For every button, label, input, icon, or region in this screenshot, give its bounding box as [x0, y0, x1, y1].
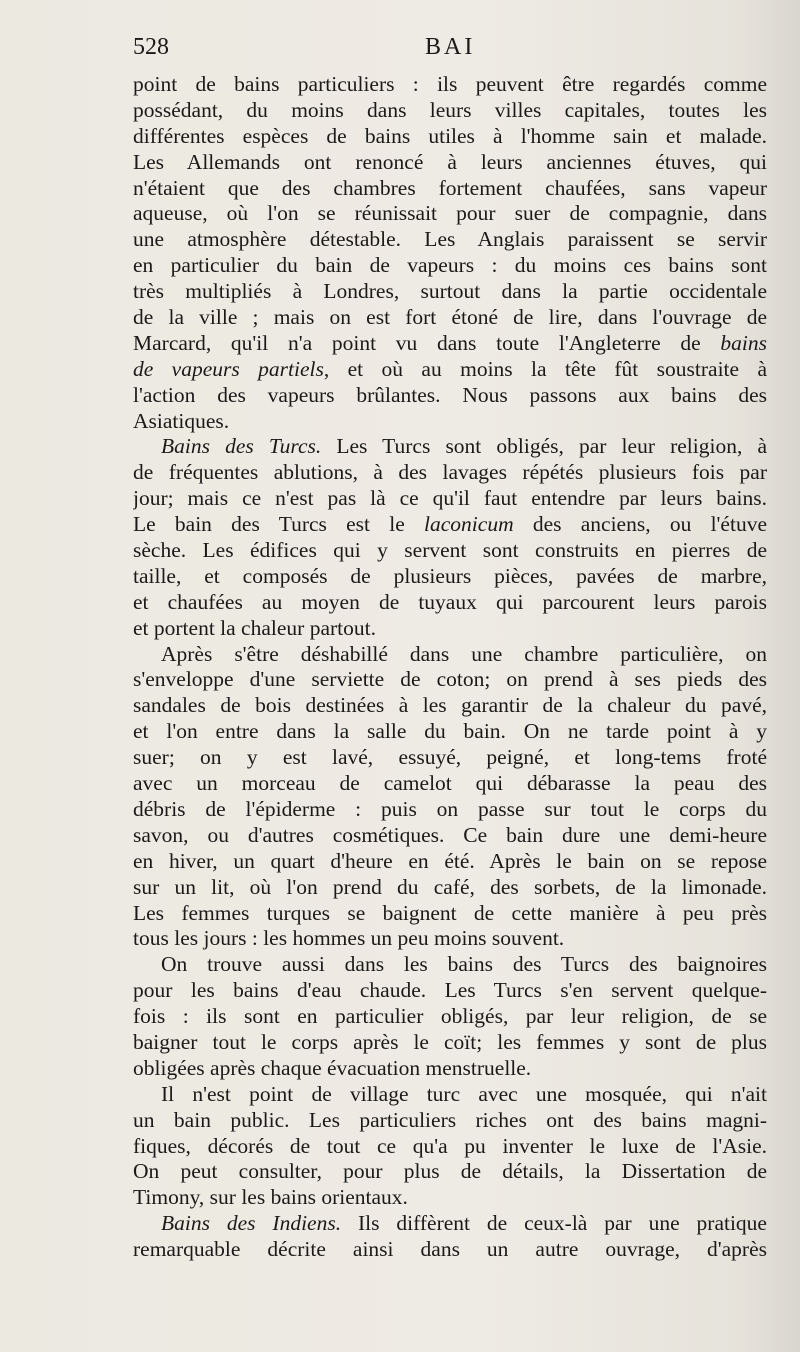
line-text: obligées après chaque évacuation menstruelle.: [133, 1055, 532, 1080]
text-line: [133, 512, 767, 538]
line-text: Il n'est point de village turc avec une mosquée, qui n'ait: [161, 1081, 767, 1106]
line-text: On peut consulter, pour plus de détails, la Dissertation de: [133, 1159, 767, 1184]
line-text: et l'on entre dans la salle du bain. On ne tarde point à y: [133, 719, 767, 744]
text-line: [133, 409, 767, 435]
line-text: taille, et composés de plusieurs pièces, pavées de marbre,: [133, 563, 767, 588]
text-line: [133, 1108, 767, 1134]
line-text: Le bain des Turcs est le: [133, 512, 425, 537]
line-text: Timony, sur les bains orientaux.: [133, 1185, 408, 1210]
text-line: [133, 98, 767, 124]
line-text: jour; mais ce n'est pas là ce qu'il faut entendre par leurs bains.: [133, 486, 767, 511]
text-line: [133, 797, 767, 823]
text-line: [133, 901, 767, 927]
line-text: sandales de bois destinées à les garantir de la chaleur du pavé,: [133, 693, 767, 718]
line-text: en hiver, un quart d'heure en été. Après le bain on se repose: [133, 848, 767, 873]
text-line: [133, 1030, 767, 1056]
line-text: sèche. Les édifices qui y servent sont construits en pierres de: [133, 538, 767, 563]
line-text: des anciens, ou l'étuve: [513, 512, 767, 537]
text-line: [133, 253, 767, 279]
line-text: remarquable décrite ainsi dans un autre ouvrage, d'après: [133, 1237, 767, 1262]
text-line: [133, 72, 767, 98]
text-line: [133, 383, 767, 409]
line-text: différentes espèces de bains utiles à l'homme sain et malade.: [133, 123, 767, 148]
text-line: [133, 1134, 767, 1160]
line-text: Ils diffèrent de ceux-là par une pratique: [341, 1211, 767, 1236]
text-line: [133, 305, 767, 331]
text-line: [133, 875, 767, 901]
line-text: , et où au moins la tête fût soustraite à: [323, 356, 767, 381]
text-line: [133, 771, 767, 797]
line-text: en particulier du bain de vapeurs : du moins ces bains sont: [133, 253, 767, 278]
page-number: 528: [133, 34, 169, 60]
line-text: Après s'être déshabillé dans une chambre particulière, on: [161, 641, 767, 666]
line-text: et portent la chaleur partout.: [133, 615, 376, 640]
line-text: tous les jours : les hommes un peu moins souvent.: [133, 926, 565, 951]
text-line: [133, 1159, 767, 1185]
text-line: [133, 434, 767, 460]
line-text: débris de l'épiderme : puis on passe sur tout le corps du: [133, 796, 767, 821]
italic-text: Bains des Turcs.: [161, 434, 322, 459]
text-column: [133, 72, 767, 1263]
text-line: [133, 486, 767, 512]
text-line: [133, 564, 767, 590]
text-line: [133, 1004, 767, 1030]
line-text: point de bains particuliers : ils peuvent être regardés comme: [133, 72, 767, 96]
text-line: [133, 1211, 767, 1237]
text-line: [133, 1237, 767, 1263]
text-line: [133, 616, 767, 642]
line-text: et chaufées au moyen de tuyaux qui parcourent leurs parois: [133, 589, 767, 614]
italic-text: bains: [720, 330, 767, 355]
text-line: [133, 952, 767, 978]
page-header: [133, 34, 773, 64]
line-text: pour les bains d'eau chaude. Les Turcs s'en servent quelque-: [133, 978, 767, 1003]
text-line: [133, 176, 767, 202]
text-line: [133, 978, 767, 1004]
text-line: [133, 719, 767, 745]
line-text: fiques, décorés de tout ce qu'a pu inventer le luxe de l'Asie.: [133, 1133, 767, 1158]
text-line: [133, 1185, 767, 1211]
line-text: avec un morceau de camelot qui débarasse la peau des: [133, 771, 767, 796]
line-text: de la ville ; mais on est fort étoné de lire, dans l'ouvrage de: [133, 305, 767, 330]
line-text: de fréquentes ablutions, à des lavages répétés plusieurs fois par: [133, 460, 767, 485]
line-text: Les Turcs sont obligés, par leur religion, à: [321, 434, 767, 459]
text-line: [133, 1082, 767, 1108]
italic-text: laconicum: [424, 512, 514, 537]
line-text: savon, ou d'autres cosmétiques. Ce bain dure une demi-heure: [133, 822, 767, 847]
text-line: [133, 745, 767, 771]
line-text: fois : ils sont en particulier obligés, par leur religion, de se: [133, 1004, 767, 1029]
text-line: [133, 823, 767, 849]
text-line: [133, 331, 767, 357]
line-text: possédant, du moins dans leurs villes capitales, toutes les: [133, 97, 767, 122]
line-text: très multipliés à Londres, surtout dans la partie occidentale: [133, 279, 767, 304]
line-text: s'enveloppe d'une serviette de coton; on prend à ses pieds des: [133, 667, 767, 692]
line-text: un bain public. Les particuliers riches ont des bains magni-: [133, 1107, 767, 1132]
line-text: l'action des vapeurs brûlantes. Nous passons aux bains des: [133, 382, 767, 407]
italic-text: de vapeurs partiels: [133, 356, 324, 381]
text-line: [133, 460, 767, 486]
line-text: On trouve aussi dans les bains des Turcs des baignoires: [161, 952, 767, 977]
running-head: BAI: [425, 34, 476, 60]
italic-text: Bains des Indiens.: [161, 1211, 342, 1236]
line-text: Les femmes turques se baignent de cette manière à peu près: [133, 900, 767, 925]
text-line: [133, 124, 767, 150]
line-text: une atmosphère détestable. Les Anglais paraissent se servir: [133, 227, 767, 252]
line-text: Marcard, qu'il n'a point vu dans toute l'Angleterre de: [133, 330, 721, 355]
text-line: [133, 642, 767, 668]
text-line: [133, 667, 767, 693]
text-line: [133, 538, 767, 564]
text-line: [133, 693, 767, 719]
line-text: aqueuse, où l'on se réunissait pour suer de compagnie, dans: [133, 201, 767, 226]
text-line: [133, 590, 767, 616]
line-text: suer; on y est lavé, essuyé, peigné, et long-tems froté: [133, 745, 767, 770]
text-line: [133, 357, 767, 383]
text-line: [133, 279, 767, 305]
line-text: Les Allemands ont renoncé à leurs anciennes étuves, qui: [133, 149, 767, 174]
text-line: [133, 1056, 767, 1082]
text-line: [133, 926, 767, 952]
text-line: [133, 201, 767, 227]
line-text: n'étaient que des chambres fortement chaufées, sans vapeur: [133, 175, 767, 200]
text-line: [133, 849, 767, 875]
text-line: [133, 150, 767, 176]
line-text: baigner tout le corps après le coït; les femmes y sont de plus: [133, 1029, 767, 1054]
line-text: Asiatiques.: [133, 408, 230, 433]
text-line: [133, 227, 767, 253]
line-text: sur un lit, où l'on prend du café, des sorbets, de la limonade.: [133, 874, 767, 899]
